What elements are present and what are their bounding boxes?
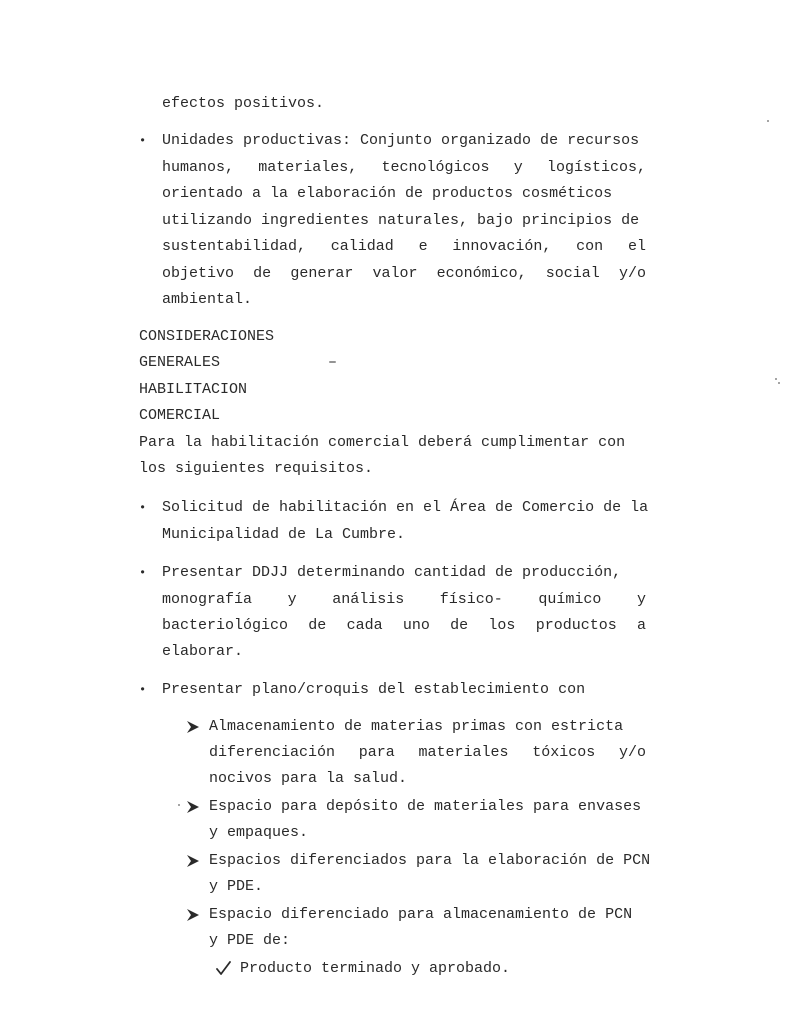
requirement-line: Presentar DDJJ determinando cantidad de producción, — [162, 564, 622, 581]
requirement-line: bacteriológico de cada uno de los productos a — [162, 617, 646, 634]
heading-line: CONSIDERACIONES — [139, 328, 275, 345]
bullet-unidades: • — [139, 134, 147, 148]
heading-line: GENERALES — [139, 354, 221, 371]
definition-line: sustentabilidad, calidad e innovación, con el — [162, 238, 646, 255]
requirement-line: monografía y análisis físico- químico y — [162, 591, 646, 608]
sub-item-line: Espacio para depósito de materiales para envases — [209, 798, 642, 815]
definition-line: ambiental. — [162, 291, 253, 308]
requirement-line: elaborar. — [162, 643, 244, 660]
bullet-requirement: • — [139, 501, 147, 515]
bullet-requirement: • — [139, 683, 147, 697]
bullet-requirement: • — [139, 566, 147, 580]
arrow-bullet-icon — [186, 800, 200, 814]
scan-speck — [767, 120, 769, 122]
scan-speck — [775, 378, 777, 380]
sub-item-line: nocivos para la salud. — [209, 770, 408, 787]
sub-item-line: Almacenamiento de materias primas con estricta — [209, 718, 624, 735]
definition-line: orientado a la elaboración de productos cosméticos — [162, 185, 613, 202]
paragraph-line: Para la habilitación comercial deberá cumplimentar con — [139, 434, 626, 451]
sub-item-line: diferenciación para materiales tóxicos y/o — [209, 744, 646, 761]
requirement-line: Municipalidad de La Cumbre. — [162, 526, 406, 543]
definition-line: Unidades productivas: Conjunto organizado de recursos — [162, 132, 640, 149]
paragraph-tail: efectos positivos. — [162, 95, 325, 112]
sub-item-line: Espacio diferenciado para almacenamiento de PCN — [209, 906, 633, 923]
requirement-line: Solicitud de habilitación en el Área de Comercio de la — [162, 499, 649, 516]
definition-line: utilizando ingredientes naturales, bajo principios de — [162, 212, 640, 229]
scan-speck — [178, 804, 180, 806]
definition-line: humanos, materiales, tecnológicos y logísticos, — [162, 159, 646, 176]
paragraph-line: los siguientes requisitos. — [139, 460, 374, 477]
sub-item-line: Espacios diferenciados para la elaboración de PCN — [209, 852, 651, 869]
checked-item: Producto terminado y aprobado. — [240, 960, 511, 977]
heading-line: COMERCIAL — [139, 407, 221, 424]
arrow-bullet-icon — [186, 720, 200, 734]
arrow-bullet-icon — [186, 854, 200, 868]
checkmark-icon — [215, 960, 231, 976]
arrow-bullet-icon — [186, 908, 200, 922]
sub-item-line: y empaques. — [209, 824, 309, 841]
heading-line: HABILITACION — [139, 381, 248, 398]
requirement-line: Presentar plano/croquis del establecimiento con — [162, 681, 586, 698]
sub-item-line: y PDE de: — [209, 932, 291, 949]
definition-line: objetivo de generar valor económico, social y/o — [162, 265, 646, 282]
sub-item-line: y PDE. — [209, 878, 264, 895]
heading-dash: – — [328, 354, 338, 371]
scan-speck — [778, 382, 780, 384]
